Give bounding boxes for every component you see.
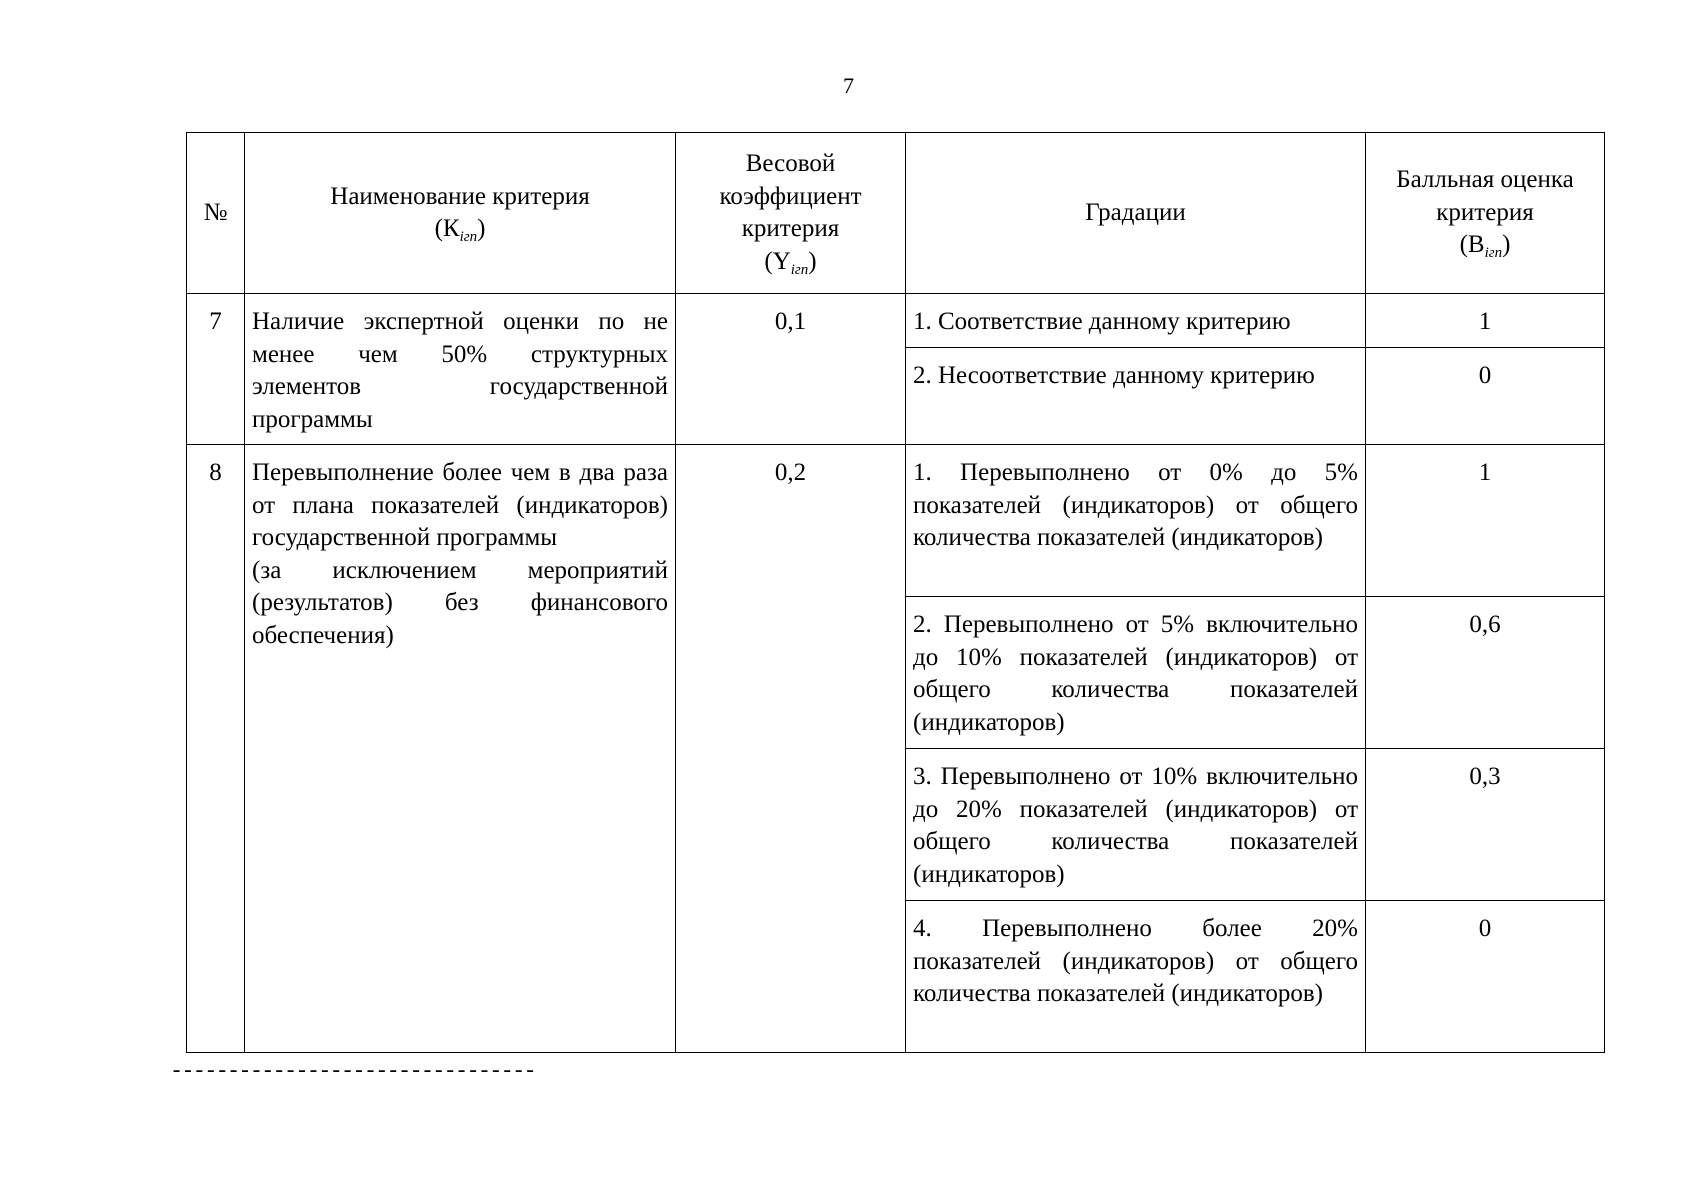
gradation-score: 0,6 (1366, 597, 1605, 749)
header-name-symbol: $(К_{iгп})$ (434, 215, 486, 245)
header-weight-symbol: $(Y_{iгп})$ (764, 247, 817, 278)
gradation-text: 1. Перевыполнено от 0% до 5% показателей (индикаторов) от общего количества показателей (индикаторов) (906, 445, 1366, 597)
gradation-text: 2. Несоответствие данному критерию (906, 348, 1366, 445)
header-name-label: Наименование критерия (330, 182, 590, 210)
gradation-score: 0,3 (1366, 749, 1605, 901)
table-row (187, 445, 1605, 597)
header-score-symbol: $(B_{iгп})$ (1459, 231, 1511, 262)
criterion-name-main: Перевыполнение более чем в два раза от плана показателей (индикаторов) государственной программы (252, 459, 668, 551)
criterion-name: Наличие экспертной оценки по не менее чем 50% структурных элементов государственной программы (245, 294, 676, 445)
gradation-score: 0 (1366, 901, 1605, 1053)
header-num: № (187, 133, 245, 294)
criterion-name (245, 445, 676, 1053)
header-weight: Весовой коэффициент критерия $(Y_{iгп})$ (676, 133, 906, 294)
gradation-text: 4. Перевыполнено более 20% показателей (индикаторов) от общего количества показателей (индикаторов) (906, 901, 1366, 1053)
header-score: Балльная оценка критерия $(B_{iгп})$ (1366, 133, 1605, 294)
table-header-row (187, 133, 1605, 294)
criterion-name-note: (за исключением мероприятий (результатов) без финансового обеспечения) (252, 556, 668, 649)
criterion-num: 7 (187, 294, 245, 445)
criterion-weight: 0,1 (676, 294, 906, 445)
table-row (187, 294, 1605, 348)
footnote-separator: -------------------------------- (170, 1059, 535, 1084)
gradation-text: 1. Соответствие данному критерию (906, 294, 1366, 348)
gradation-text: 2. Перевыполнено от 5% включительно до 10% показателей (индикаторов) от общего количества показателей (индикаторов) (906, 597, 1366, 749)
gradation-score: 0 (1366, 348, 1605, 445)
criterion-num: 8 (187, 445, 245, 1053)
criteria-table (186, 132, 1605, 1053)
header-gradations: Градации (906, 133, 1366, 294)
gradation-score: 1 (1366, 445, 1605, 597)
gradation-score: 1 (1366, 294, 1605, 348)
header-criterion-name (245, 133, 676, 294)
criterion-weight: 0,2 (676, 445, 906, 1053)
page-number: 7 (843, 73, 854, 98)
gradation-text: 3. Перевыполнено от 10% включительно до 20% показателей (индикаторов) от общего количества показателей (индикаторов) (906, 749, 1366, 901)
